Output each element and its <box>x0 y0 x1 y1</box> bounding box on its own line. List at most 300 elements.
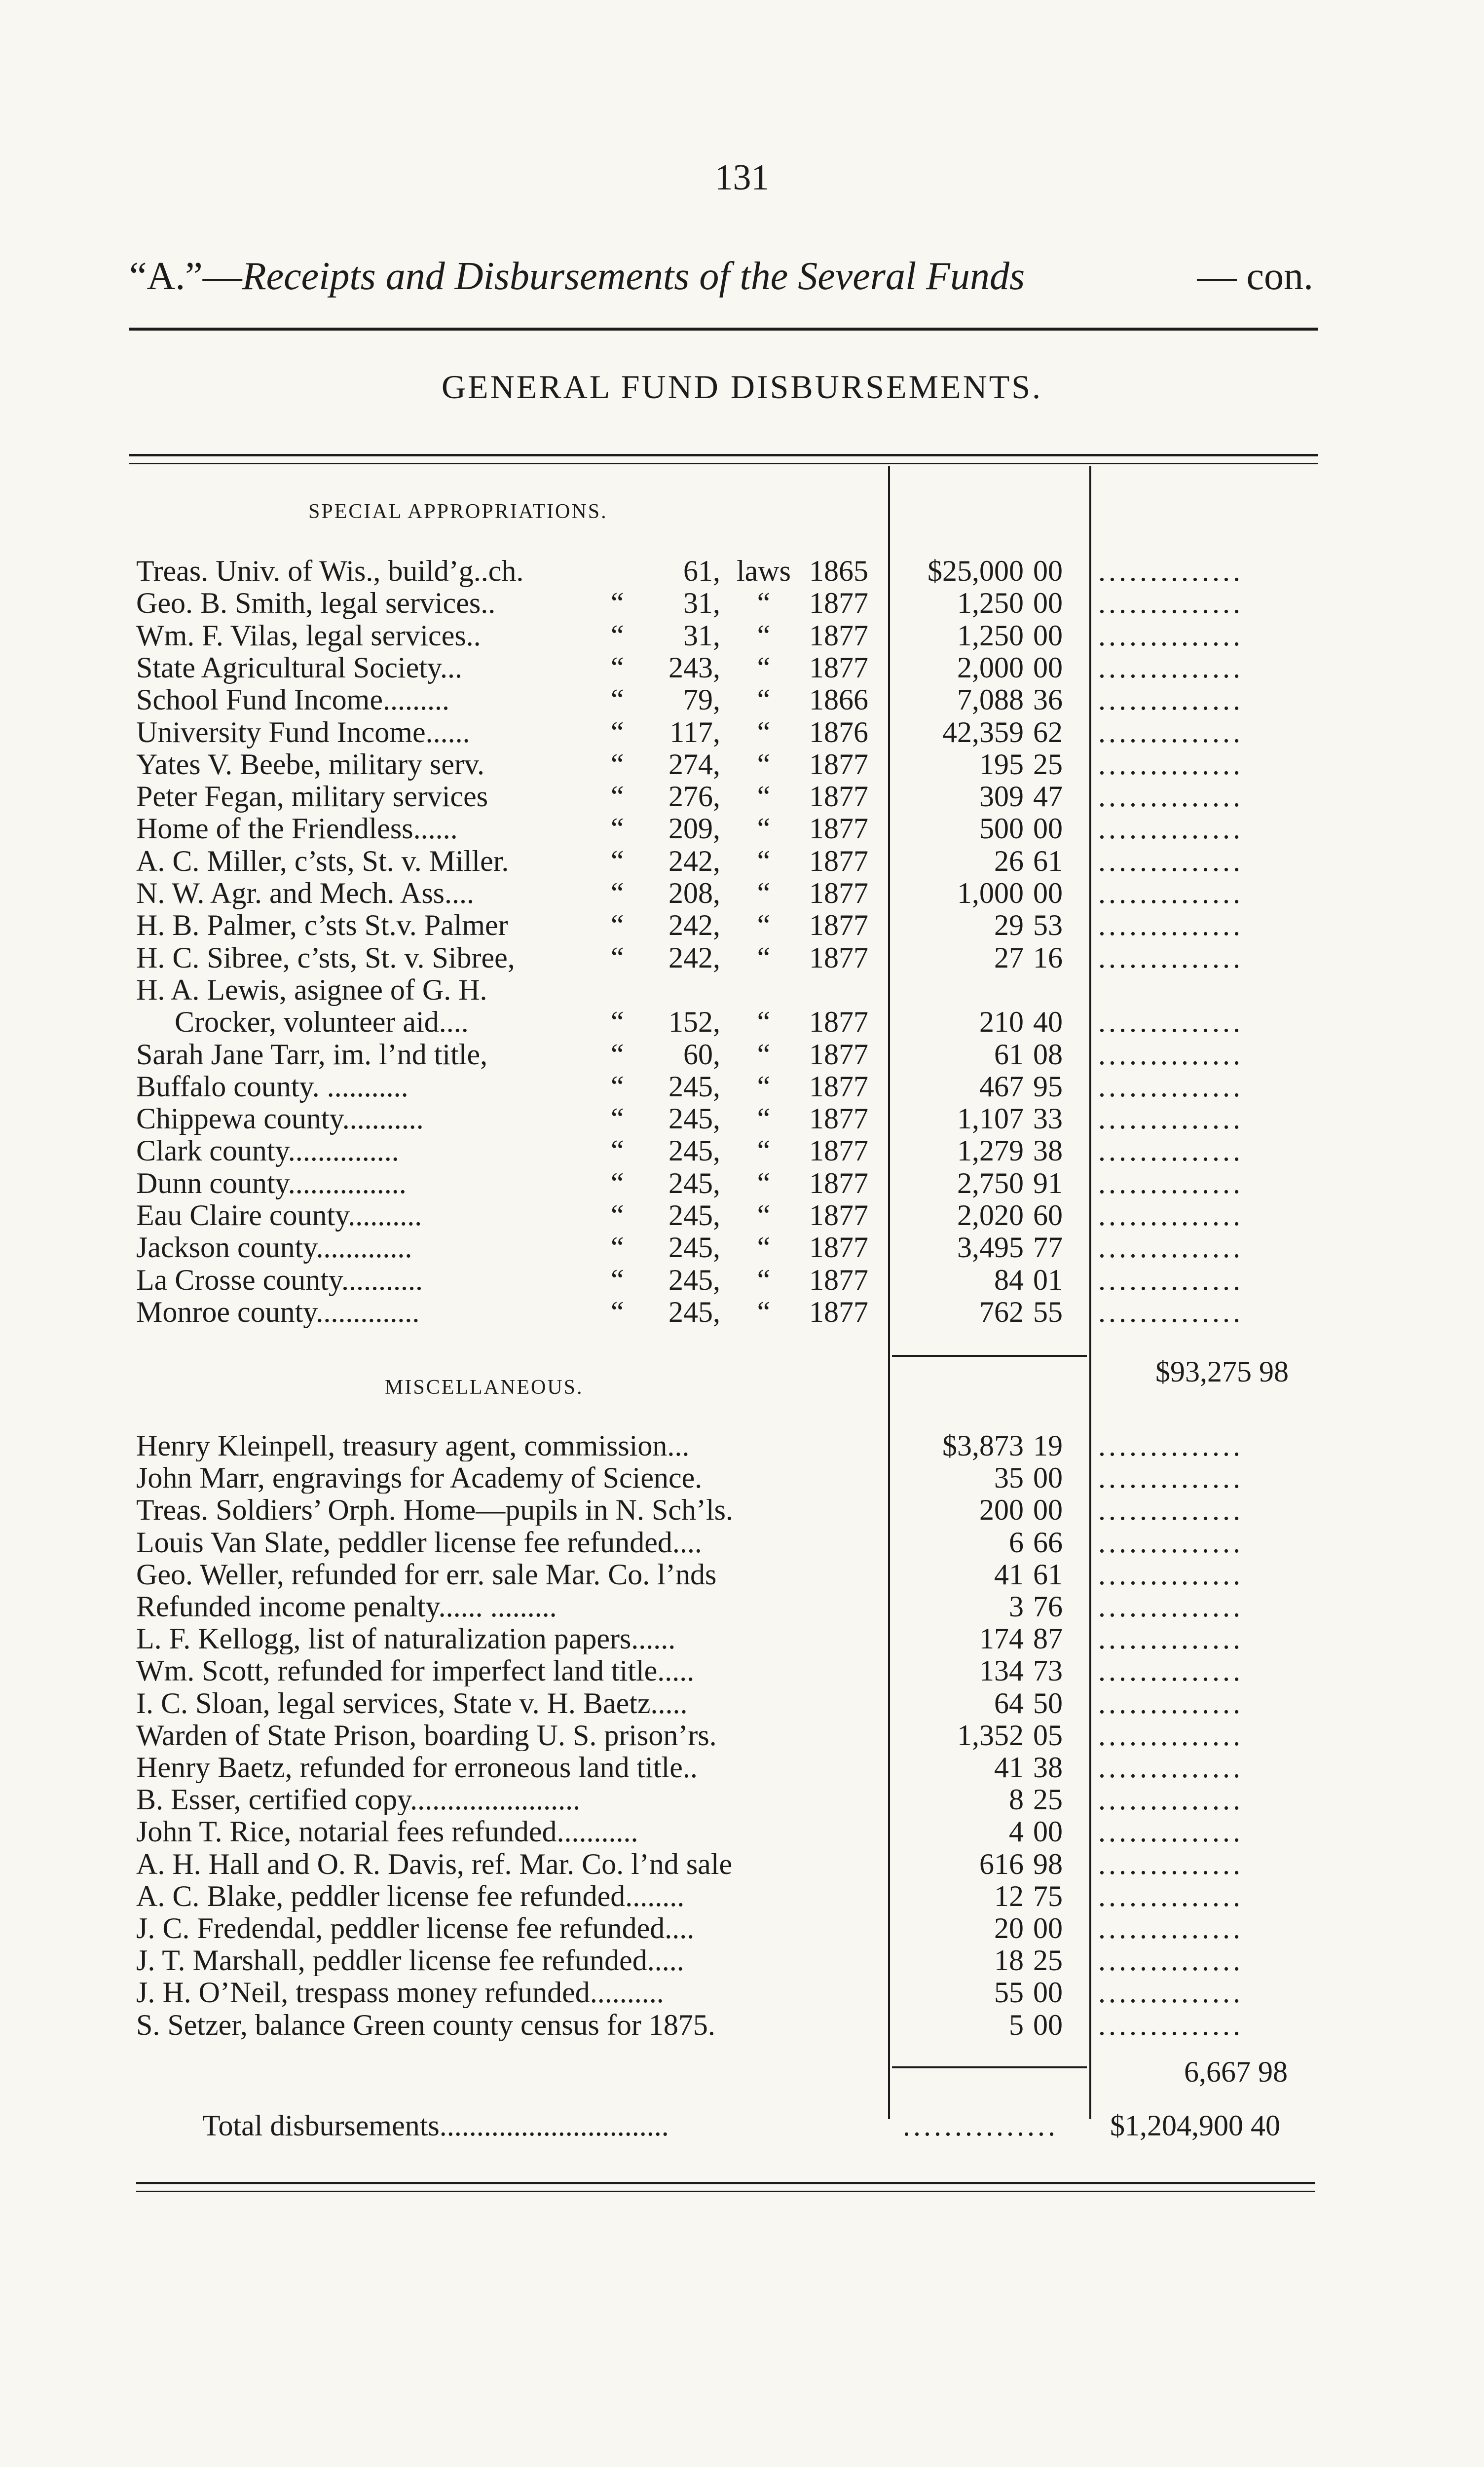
row-chapter: 245, <box>668 1296 720 1328</box>
page-number: 131 <box>714 157 770 198</box>
row-description: A. H. Hall and O. R. Davis, ref. Mar. Co. l’nd sale <box>136 1848 733 1880</box>
row-cents: 50 <box>1033 1687 1063 1719</box>
row-year: 1877 <box>809 1038 868 1071</box>
row-cents: 38 <box>1033 1751 1063 1784</box>
row-cents: 98 <box>1033 1848 1063 1880</box>
row-leaders: .............. <box>1098 1199 1243 1231</box>
row-description: Refunded income penalty...... ......... <box>136 1591 557 1622</box>
row-leaders: .............. <box>1098 1784 1243 1815</box>
row-dollars: 41 <box>994 1751 1024 1784</box>
row-leaders: .............. <box>1098 2009 1243 2041</box>
row-leaders: .............. <box>1098 1167 1243 1199</box>
row-dollars: 134 <box>979 1654 1024 1687</box>
row-cents: 36 <box>1033 683 1063 716</box>
table-row <box>0 1623 1484 1654</box>
row-year: 1877 <box>809 587 868 619</box>
row-dollars: 61 <box>994 1038 1024 1071</box>
row-dollars: 84 <box>994 1264 1024 1296</box>
row-cents: 00 <box>1033 1461 1063 1494</box>
row-dollars: 18 <box>994 1944 1024 1977</box>
row-cents: 25 <box>1033 1944 1063 1977</box>
row-cents: 55 <box>1033 1296 1063 1328</box>
miscellaneous-heading: MISCELLANEOUS. <box>385 1376 584 1399</box>
table-row <box>0 845 1484 877</box>
table-row <box>0 1296 1484 1328</box>
row-leaders: .............. <box>1098 1623 1243 1654</box>
table-row <box>0 620 1484 651</box>
row-year: 1877 <box>809 1264 868 1296</box>
row-year: 1877 <box>809 651 868 684</box>
row-leaders: .............. <box>1098 1655 1243 1686</box>
row-laws: “ <box>757 1070 771 1103</box>
row-description: Yates V. Beebe, military serv. <box>136 748 485 781</box>
row-cents: 00 <box>1033 2009 1063 2041</box>
row-year: 1877 <box>809 1006 868 1038</box>
row-ditto: “ <box>611 812 624 845</box>
total-leaders: ............... <box>903 2109 1058 2142</box>
row-dollars: 195 <box>979 748 1024 781</box>
table-row <box>0 1039 1484 1070</box>
row-dollars: 7,088 <box>957 683 1024 716</box>
row-dollars: 467 <box>979 1070 1024 1103</box>
row-cents: 95 <box>1033 1070 1063 1103</box>
row-leaders: .............. <box>1098 684 1243 715</box>
row-leaders: .............. <box>1098 1559 1243 1590</box>
row-leaders: .............. <box>1098 716 1243 748</box>
row-description: N. W. Agr. and Mech. Ass.... <box>136 877 475 909</box>
row-dollars: 3,495 <box>957 1231 1024 1264</box>
row-ditto: “ <box>611 1038 624 1071</box>
row-description: School Fund Income......... <box>136 683 449 716</box>
row-chapter: 245, <box>668 1102 720 1135</box>
row-description: Wm. Scott, refunded for imperfect land title..... <box>136 1655 695 1686</box>
row-dollars: 200 <box>979 1494 1024 1526</box>
row-description: J. T. Marshall, peddler license fee refunded..... <box>136 1944 684 1976</box>
row-dollars: 26 <box>994 845 1024 877</box>
row-ditto: “ <box>611 651 624 684</box>
row-cents: 00 <box>1033 1815 1063 1848</box>
row-leaders: .............. <box>1098 1944 1243 1976</box>
row-leaders: .............. <box>1098 1296 1243 1328</box>
row-leaders: .............. <box>1098 1232 1243 1263</box>
table-row <box>0 1719 1484 1751</box>
row-ditto: “ <box>611 1296 624 1328</box>
special-subtotal: $93,275 98 <box>1155 1355 1289 1388</box>
row-ditto: “ <box>611 1102 624 1135</box>
row-description: S. Setzer, balance Green county census for 1875. <box>136 2009 715 2041</box>
row-leaders: .............. <box>1098 1687 1243 1719</box>
table-row <box>0 1199 1484 1231</box>
row-description: J. H. O’Neil, trespass money refunded.......... <box>136 1977 664 2008</box>
row-dollars: 762 <box>979 1296 1024 1328</box>
row-description: Henry Kleinpell, treasury agent, commission... <box>136 1430 690 1461</box>
table-row <box>0 974 1484 1006</box>
row-leaders: .............. <box>1098 1848 1243 1880</box>
row-cents: 00 <box>1033 1912 1063 1944</box>
total-disbursements-amount: $1,204,900 40 <box>1110 2109 1280 2142</box>
row-leaders: .............. <box>1098 652 1243 683</box>
row-description: L. F. Kellogg, list of naturalization papers...... <box>136 1623 676 1654</box>
row-leaders: .............. <box>1098 1752 1243 1783</box>
row-ditto: “ <box>611 877 624 909</box>
row-description: Dunn county................ <box>136 1167 407 1199</box>
row-year: 1877 <box>809 748 868 781</box>
row-dollars: 1,250 <box>957 619 1024 652</box>
table-row <box>0 555 1484 587</box>
table-row <box>0 1527 1484 1558</box>
row-cents: 76 <box>1033 1590 1063 1623</box>
row-year: 1877 <box>809 1070 868 1103</box>
row-leaders: .............. <box>1098 942 1243 973</box>
row-laws: “ <box>757 1038 771 1071</box>
table-row <box>0 781 1484 812</box>
row-dollars: 616 <box>979 1848 1024 1880</box>
row-chapter: 209, <box>668 812 720 845</box>
row-dollars: 27 <box>994 941 1024 974</box>
row-chapter: 245, <box>668 1199 720 1232</box>
table-row <box>0 1135 1484 1166</box>
row-laws: “ <box>757 619 771 652</box>
row-leaders: .............. <box>1098 1591 1243 1622</box>
row-cents: 00 <box>1033 587 1063 619</box>
row-dollars: 1,107 <box>957 1102 1024 1135</box>
table-row <box>0 1006 1484 1038</box>
row-description: A. C. Blake, peddler license fee refunded........ <box>136 1880 685 1912</box>
row-description: John Marr, engravings for Academy of Science. <box>136 1462 703 1494</box>
row-laws: “ <box>757 780 771 813</box>
row-description: University Fund Income...... <box>136 716 470 748</box>
row-cents: 60 <box>1033 1199 1063 1232</box>
row-ditto: “ <box>611 748 624 781</box>
row-dollars: 5 <box>1009 2009 1024 2041</box>
row-dollars: 12 <box>994 1880 1024 1912</box>
row-description: Henry Baetz, refunded for erroneous land title.. <box>136 1752 698 1783</box>
row-chapter: 242, <box>668 941 720 974</box>
row-leaders: .............. <box>1098 877 1243 909</box>
row-year: 1877 <box>809 845 868 877</box>
row-laws: “ <box>757 1199 771 1232</box>
row-dollars: 3 <box>1009 1590 1024 1623</box>
bottom-rule-1 <box>136 2182 1315 2184</box>
row-laws: “ <box>757 1167 771 1199</box>
row-chapter: 31, <box>683 619 720 652</box>
table-row <box>0 1848 1484 1880</box>
special-appropriations-heading: SPECIAL APPROPRIATIONS. <box>308 500 608 523</box>
row-chapter: 245, <box>668 1264 720 1296</box>
row-laws: “ <box>757 683 771 716</box>
row-description: Jackson county............. <box>136 1231 412 1264</box>
table-row <box>0 587 1484 619</box>
row-laws: “ <box>757 1296 771 1328</box>
row-year: 1877 <box>809 877 868 909</box>
row-ditto: “ <box>611 780 624 813</box>
row-laws: laws <box>737 555 791 587</box>
row-description: Monroe county.............. <box>136 1296 420 1328</box>
row-year: 1877 <box>809 1102 868 1135</box>
row-description: Geo. Weller, refunded for err. sale Mar. Co. l’nds <box>136 1559 717 1590</box>
row-ditto: “ <box>611 845 624 877</box>
row-chapter: 61, <box>683 555 720 587</box>
row-cents: 40 <box>1033 1006 1063 1038</box>
row-dollars: 309 <box>979 780 1024 813</box>
row-description: Crocker, volunteer aid.... <box>175 1006 469 1038</box>
row-laws: “ <box>757 1102 771 1135</box>
row-leaders: .............. <box>1098 845 1243 877</box>
row-chapter: 245, <box>668 1167 720 1199</box>
row-leaders: .............. <box>1098 813 1243 844</box>
row-dollars: 2,020 <box>957 1199 1024 1232</box>
row-dollars: 8 <box>1009 1783 1024 1816</box>
row-ditto: “ <box>611 716 624 748</box>
row-year: 1877 <box>809 1134 868 1167</box>
table-row <box>0 1912 1484 1944</box>
row-ditto: “ <box>611 683 624 716</box>
row-chapter: 245, <box>668 1134 720 1167</box>
row-cents: 19 <box>1033 1429 1063 1462</box>
row-dollars: 20 <box>994 1912 1024 1944</box>
row-leaders: .............. <box>1098 1135 1243 1166</box>
row-chapter: 242, <box>668 909 720 941</box>
row-leaders: .............. <box>1098 1462 1243 1494</box>
row-description: B. Esser, certified copy....................... <box>136 1784 581 1815</box>
row-leaders: .............. <box>1098 1527 1243 1558</box>
table-row <box>0 1430 1484 1461</box>
row-ditto: “ <box>611 909 624 941</box>
row-chapter: 276, <box>668 780 720 813</box>
row-cents: 91 <box>1033 1167 1063 1199</box>
row-ditto: “ <box>611 1167 624 1199</box>
table-top-rule-1 <box>129 454 1318 456</box>
row-description: H. A. Lewis, asignee of G. H. <box>136 973 487 1006</box>
row-dollars: 1,279 <box>957 1134 1024 1167</box>
row-year: 1877 <box>809 1231 868 1264</box>
row-leaders: .............. <box>1098 1494 1243 1526</box>
section-title: GENERAL FUND DISBURSEMENTS. <box>441 368 1043 406</box>
row-cents: 47 <box>1033 780 1063 813</box>
table-row <box>0 1559 1484 1590</box>
special-subtotal-rule <box>892 1355 1087 1357</box>
row-cents: 53 <box>1033 909 1063 941</box>
row-ditto: “ <box>611 1264 624 1296</box>
table-row <box>0 1494 1484 1526</box>
row-year: 1866 <box>809 683 868 716</box>
row-cents: 38 <box>1033 1134 1063 1167</box>
row-cents: 01 <box>1033 1264 1063 1296</box>
table-row <box>0 748 1484 780</box>
row-year: 1877 <box>809 780 868 813</box>
bottom-rule-2 <box>136 2191 1315 2192</box>
table-row <box>0 684 1484 715</box>
table-row <box>0 909 1484 941</box>
row-leaders: .............. <box>1098 1071 1243 1102</box>
row-year: 1877 <box>809 619 868 652</box>
row-description: Home of the Friendless...... <box>136 812 458 845</box>
row-leaders: .............. <box>1098 620 1243 651</box>
row-dollars: 4 <box>1009 1815 1024 1848</box>
table-row <box>0 1071 1484 1102</box>
row-chapter: 242, <box>668 845 720 877</box>
row-cents: 00 <box>1033 1976 1063 2009</box>
row-description: Buffalo county. ........... <box>136 1070 408 1103</box>
row-laws: “ <box>757 941 771 974</box>
row-dollars: 1,000 <box>957 877 1024 909</box>
row-description: A. C. Miller, c’sts, St. v. Miller. <box>136 845 509 877</box>
row-leaders: .............. <box>1098 748 1243 780</box>
row-dollars: 64 <box>994 1687 1024 1719</box>
header-rule <box>129 328 1318 331</box>
table-row <box>0 716 1484 748</box>
row-dollars: 174 <box>979 1622 1024 1655</box>
row-cents: 08 <box>1033 1038 1063 1071</box>
row-ditto: “ <box>611 1006 624 1038</box>
row-year: 1877 <box>809 812 868 845</box>
row-leaders: .............. <box>1098 909 1243 941</box>
row-description: Treas. Soldiers’ Orph. Home—pupils in N. Sch’ls. <box>136 1494 733 1526</box>
row-cents: 00 <box>1033 555 1063 587</box>
running-head-title: Receipts and Disbursements of the Several Funds <box>242 255 1025 298</box>
row-description: Clark county............... <box>136 1134 399 1167</box>
row-cents: 25 <box>1033 748 1063 781</box>
running-head <box>129 254 1313 299</box>
row-year: 1877 <box>809 909 868 941</box>
row-chapter: 60, <box>683 1038 720 1071</box>
table-row <box>0 1655 1484 1686</box>
row-cents: 77 <box>1033 1231 1063 1264</box>
row-chapter: 245, <box>668 1070 720 1103</box>
row-dollars: 42,359 <box>942 716 1024 748</box>
table-row <box>0 1232 1484 1263</box>
table-row <box>0 1880 1484 1912</box>
row-chapter: 31, <box>683 587 720 619</box>
row-dollars: 41 <box>994 1558 1024 1591</box>
misc-subtotal-rule <box>892 2066 1087 2068</box>
row-cents: 62 <box>1033 716 1063 748</box>
row-year: 1865 <box>809 555 868 587</box>
row-description: Chippewa county........... <box>136 1102 424 1135</box>
row-leaders: .............. <box>1098 781 1243 812</box>
row-description: H. C. Sibree, c’sts, St. v. Sibree, <box>136 941 515 974</box>
row-leaders: .............. <box>1098 1816 1243 1847</box>
row-dollars: 500 <box>979 812 1024 845</box>
row-chapter: 152, <box>668 1006 720 1038</box>
row-description: Louis Van Slate, peddler license fee refunded.... <box>136 1527 702 1558</box>
row-leaders: .............. <box>1098 1430 1243 1461</box>
row-laws: “ <box>757 877 771 909</box>
table-top-rule-2 <box>129 463 1318 464</box>
row-leaders: .............. <box>1098 555 1243 587</box>
row-cents: 61 <box>1033 845 1063 877</box>
row-laws: “ <box>757 1134 771 1167</box>
row-dollars: 2,000 <box>957 651 1024 684</box>
row-laws: “ <box>757 651 771 684</box>
row-description: H. B. Palmer, c’sts St.v. Palmer <box>136 909 508 941</box>
row-dollars: 29 <box>994 909 1024 941</box>
row-laws: “ <box>757 845 771 877</box>
row-leaders: .............. <box>1098 1264 1243 1296</box>
row-chapter: 79, <box>683 683 720 716</box>
row-description: La Crosse county........... <box>136 1264 423 1296</box>
running-head-suffix: — con. <box>1197 255 1313 298</box>
row-cents: 66 <box>1033 1526 1063 1559</box>
row-laws: “ <box>757 716 771 748</box>
row-laws: “ <box>757 1231 771 1264</box>
misc-subtotal: 6,667 98 <box>1184 2056 1288 2088</box>
row-leaders: .............. <box>1098 1977 1243 2008</box>
row-chapter: 274, <box>668 748 720 781</box>
row-description: John T. Rice, notarial fees refunded........... <box>136 1816 638 1847</box>
row-cents: 00 <box>1033 1494 1063 1526</box>
table-row <box>0 1462 1484 1494</box>
row-chapter: 243, <box>668 651 720 684</box>
row-description: J. C. Fredendal, peddler license fee refunded.... <box>136 1912 695 1944</box>
row-leaders: .............. <box>1098 1880 1243 1912</box>
table-row <box>0 2009 1484 2041</box>
row-description: Sarah Jane Tarr, im. l’nd title, <box>136 1038 488 1071</box>
row-ditto: “ <box>611 1199 624 1232</box>
row-laws: “ <box>757 1006 771 1038</box>
row-ditto: “ <box>611 1070 624 1103</box>
row-dollars: 210 <box>979 1006 1024 1038</box>
table-row <box>0 1264 1484 1296</box>
row-description: Warden of State Prison, boarding U. S. prison’rs. <box>136 1719 717 1751</box>
row-dollars: 55 <box>994 1976 1024 2009</box>
row-ditto: “ <box>611 941 624 974</box>
row-leaders: .............. <box>1098 1912 1243 1944</box>
table-row <box>0 1103 1484 1134</box>
row-cents: 61 <box>1033 1558 1063 1591</box>
row-year: 1876 <box>809 716 868 748</box>
row-laws: “ <box>757 909 771 941</box>
table-row <box>0 942 1484 973</box>
row-laws: “ <box>757 1264 771 1296</box>
row-year: 1877 <box>809 941 868 974</box>
row-leaders: .............. <box>1098 1719 1243 1751</box>
table-row <box>0 1591 1484 1622</box>
row-cents: 05 <box>1033 1719 1063 1752</box>
row-description: Peter Fegan, military services <box>136 780 488 813</box>
row-cents: 25 <box>1033 1783 1063 1816</box>
row-leaders: .............. <box>1098 587 1243 619</box>
table-row <box>0 1977 1484 2008</box>
row-chapter: 245, <box>668 1231 720 1264</box>
row-description: Geo. B. Smith, legal services.. <box>136 587 496 619</box>
row-cents: 73 <box>1033 1654 1063 1687</box>
table-row <box>0 877 1484 909</box>
row-ditto: “ <box>611 587 624 619</box>
row-dollars: 2,750 <box>957 1167 1024 1199</box>
row-dollars: 35 <box>994 1461 1024 1494</box>
table-row <box>0 813 1484 844</box>
table-row <box>0 1816 1484 1847</box>
row-year: 1877 <box>809 1167 868 1199</box>
row-dollars: 6 <box>1009 1526 1024 1559</box>
running-head-prefix: “A.”— <box>129 255 242 298</box>
row-chapter: 117, <box>669 716 720 748</box>
table-row <box>0 652 1484 683</box>
row-dollars: 1,250 <box>957 587 1024 619</box>
row-leaders: .............. <box>1098 1039 1243 1070</box>
row-ditto: “ <box>611 1134 624 1167</box>
table-row <box>0 1687 1484 1719</box>
row-cents: 75 <box>1033 1880 1063 1912</box>
row-year: 1877 <box>809 1199 868 1232</box>
row-description: Treas. Univ. of Wis., build’g..ch. <box>136 555 524 587</box>
row-cents: 87 <box>1033 1622 1063 1655</box>
table-row <box>0 1752 1484 1783</box>
row-description: I. C. Sloan, legal services, State v. H. Baetz..... <box>136 1687 688 1719</box>
row-description: Wm. F. Vilas, legal services.. <box>136 619 481 652</box>
row-cents: 00 <box>1033 619 1063 652</box>
